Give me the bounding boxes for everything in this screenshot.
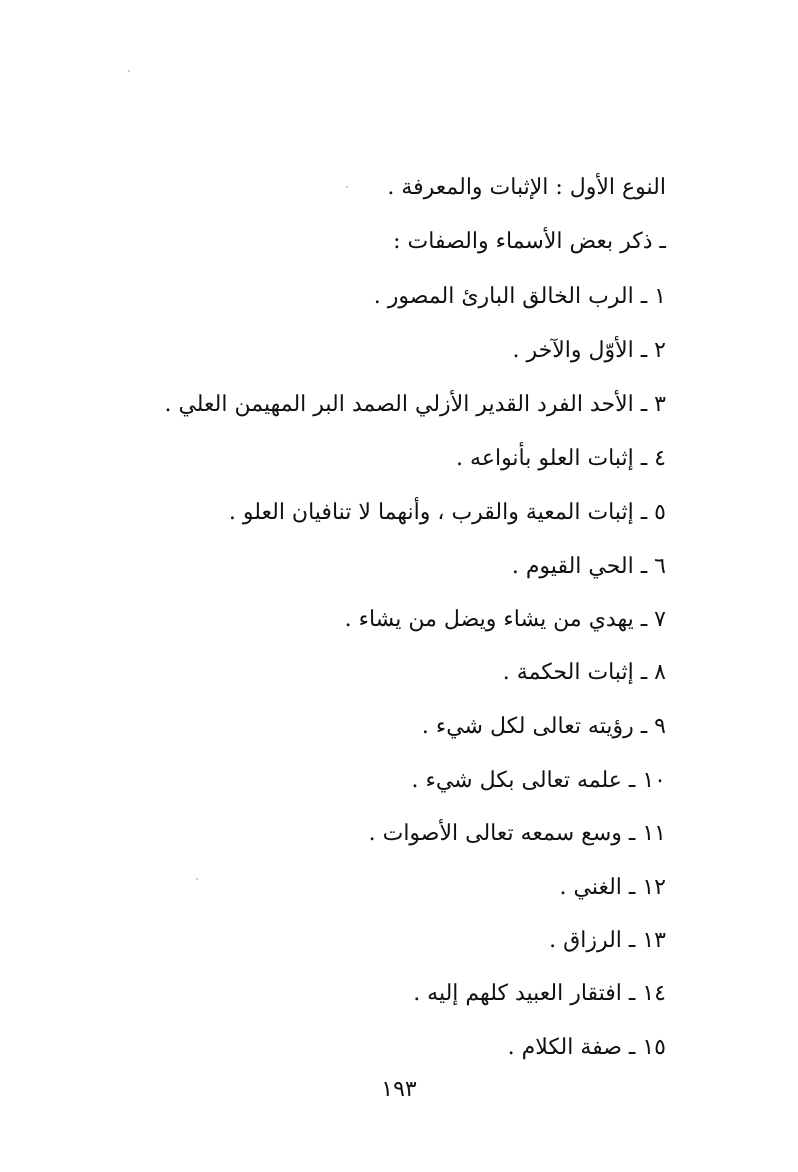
list-item: ١١ ـ وسع سمعه تعالى الأصوات . (368, 821, 666, 846)
paper-speck (128, 70, 130, 72)
list-item: ١٢ ـ الغني . (559, 875, 666, 900)
list-item: ١٠ ـ علمه تعالى بكل شيء . (411, 768, 666, 793)
list-item: ٦ ـ الحي القيوم . (511, 554, 666, 579)
list-item: ٥ ـ إثبات المعية والقرب ، وأنهما لا تنافيان العلو . (228, 500, 666, 525)
list-item: ٩ ـ رؤيته تعالى لكل شيء . (421, 714, 666, 739)
list-item: ٤ ـ إثبات العلو بأنواعه . (456, 446, 666, 471)
list-item: ١٤ ـ افتقار العبيد كلهم إليه . (413, 981, 666, 1006)
page-number: ١٩٣ (381, 1077, 417, 1102)
list-item: ١ ـ الرب الخالق البارئ المصور . (373, 284, 666, 309)
list-item: ٨ ـ إثبات الحكمة . (502, 660, 666, 685)
section-heading: النوع الأول : الإثبات والمعرفة . (387, 175, 666, 200)
list-item: ٣ ـ الأحد الفرد القدير الأزلي الصمد البر المهيمن العلي . (164, 392, 666, 417)
list-item: ١٣ ـ الرزاق . (549, 928, 666, 953)
paper-speck (196, 878, 198, 880)
list-item: ٧ ـ يهدي من يشاء ويضل من يشاء . (344, 607, 666, 632)
list-item: ١٥ ـ صفة الكلام . (507, 1035, 666, 1060)
section-subheading: ـ ذكر بعض الأسماء والصفات : (393, 229, 666, 254)
list-item: ٢ ـ الأوّل والآخر . (512, 338, 666, 363)
paper-speck (346, 186, 348, 188)
